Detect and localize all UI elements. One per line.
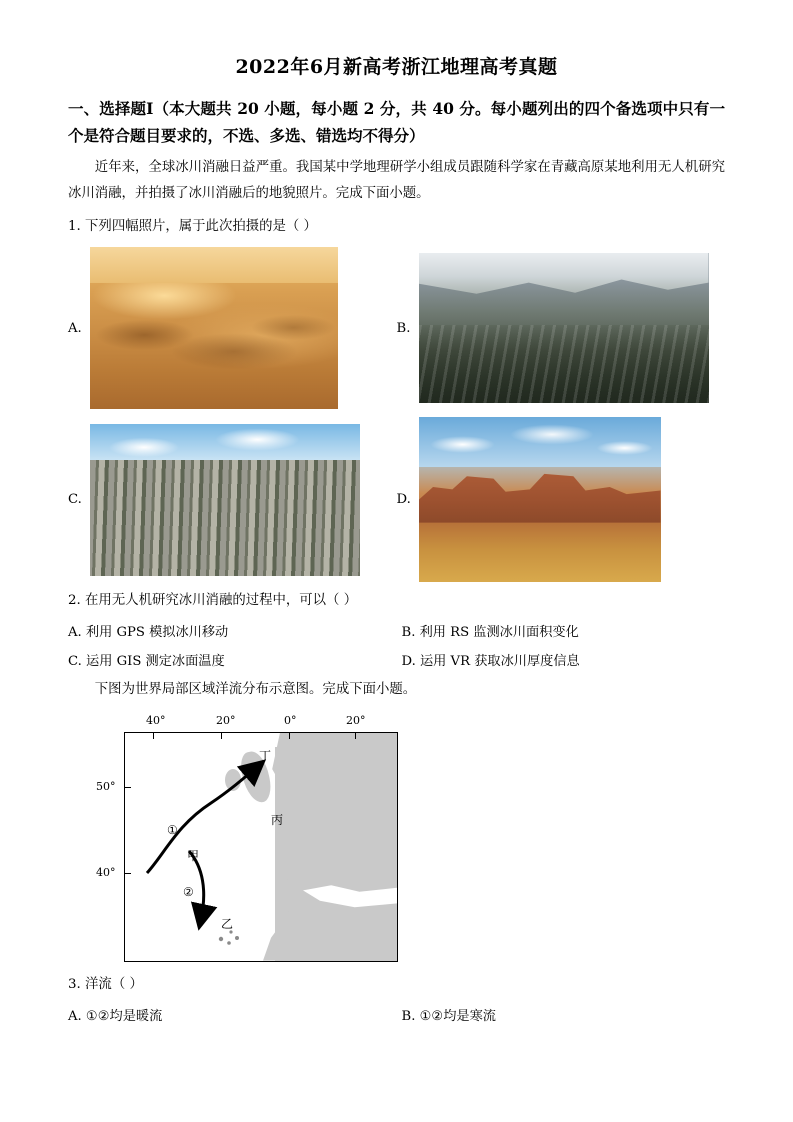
map-frame bbox=[124, 732, 398, 962]
photo-image-c bbox=[90, 424, 360, 576]
map-label-jia: 甲 bbox=[187, 848, 200, 863]
map-lon-label-20w: 20° bbox=[216, 713, 236, 727]
photo-image-d bbox=[419, 417, 661, 582]
map-label-circle-1: ① bbox=[167, 822, 178, 837]
map-current-arrows bbox=[125, 733, 397, 961]
photo-option-c[interactable] bbox=[68, 424, 397, 576]
question-1-stem: 1. 下列四幅照片，属于此次拍摄的是（ ） bbox=[68, 218, 317, 234]
map-lon-label-20e: 20° bbox=[346, 713, 366, 727]
page-title: 2022年6月新高考浙江地理高考真题 bbox=[235, 56, 558, 78]
option-3-b[interactable]: B. ①②均是寒流 bbox=[401, 1009, 496, 1025]
map-label-bing: 丙 bbox=[271, 812, 284, 827]
question-3-stem: 3. 洋流（ ） bbox=[68, 976, 143, 992]
question-2-stem: 2. 在用无人机研究冰川消融的过程中，可以（ ） bbox=[68, 593, 358, 608]
option-2-b[interactable]: B. 利用 RS 监测冰川面积变化 bbox=[401, 625, 579, 641]
option-2-d[interactable]: D. 运用 VR 获取冰川厚度信息 bbox=[401, 654, 580, 670]
photo-image-b bbox=[419, 253, 709, 403]
photo-image-a bbox=[90, 247, 338, 409]
photo-option-d[interactable] bbox=[397, 417, 726, 582]
intro-paragraph-1: 近年来，全球冰川消融日益严重。我国某中学地理研学小组成员跟随科学家在青藏高原某地利用无人机研究冰川消融，并拍摄了冰川消融后的地貌照片。完成下面小题。 bbox=[68, 160, 725, 202]
question-1-photo-row-1 bbox=[68, 247, 725, 409]
map-lat-label-50n: 50° bbox=[96, 779, 116, 793]
intro-paragraph-2: 下图为世界局部区域洋流分布示意图。完成下面小题。 bbox=[94, 682, 417, 698]
question-1-photo-row-2 bbox=[68, 417, 725, 582]
option-2-a[interactable]: A. 利用 GPS 模拟冰川移动 bbox=[68, 625, 229, 641]
section-heading: 一、选择题Ⅰ（本大题共 20 小题，每小题 2 分，共 40 分。每小题列出的四个备选项中只有一个是符合题目要求的，不选、多选、错选均不得分） bbox=[68, 99, 725, 146]
map-top-axis bbox=[124, 714, 396, 730]
map-lon-label-0: 0° bbox=[284, 713, 297, 727]
option-2-c[interactable]: C. 运用 GIS 测定冰面温度 bbox=[68, 654, 225, 670]
photo-label-d: D. bbox=[396, 492, 411, 507]
photo-label-b: B. bbox=[396, 320, 411, 336]
map-label-ding: 丁 bbox=[259, 748, 272, 763]
question-3-options bbox=[68, 1005, 725, 1024]
photo-label-c: C. bbox=[68, 492, 82, 507]
map-label-circle-2: ② bbox=[183, 884, 194, 899]
map-label-yi: 乙 bbox=[221, 916, 234, 931]
map-lat-label-40n: 40° bbox=[96, 865, 116, 879]
question-2-options bbox=[68, 621, 725, 669]
page-content bbox=[68, 0, 725, 1024]
map-lon-label-40w: 40° bbox=[146, 713, 166, 727]
photo-label-a: A. bbox=[68, 320, 82, 336]
photo-option-a[interactable] bbox=[68, 247, 397, 409]
ocean-current-map bbox=[96, 714, 396, 966]
option-3-a[interactable]: A. ①②均是暖流 bbox=[68, 1009, 163, 1025]
photo-option-b[interactable] bbox=[397, 253, 726, 403]
